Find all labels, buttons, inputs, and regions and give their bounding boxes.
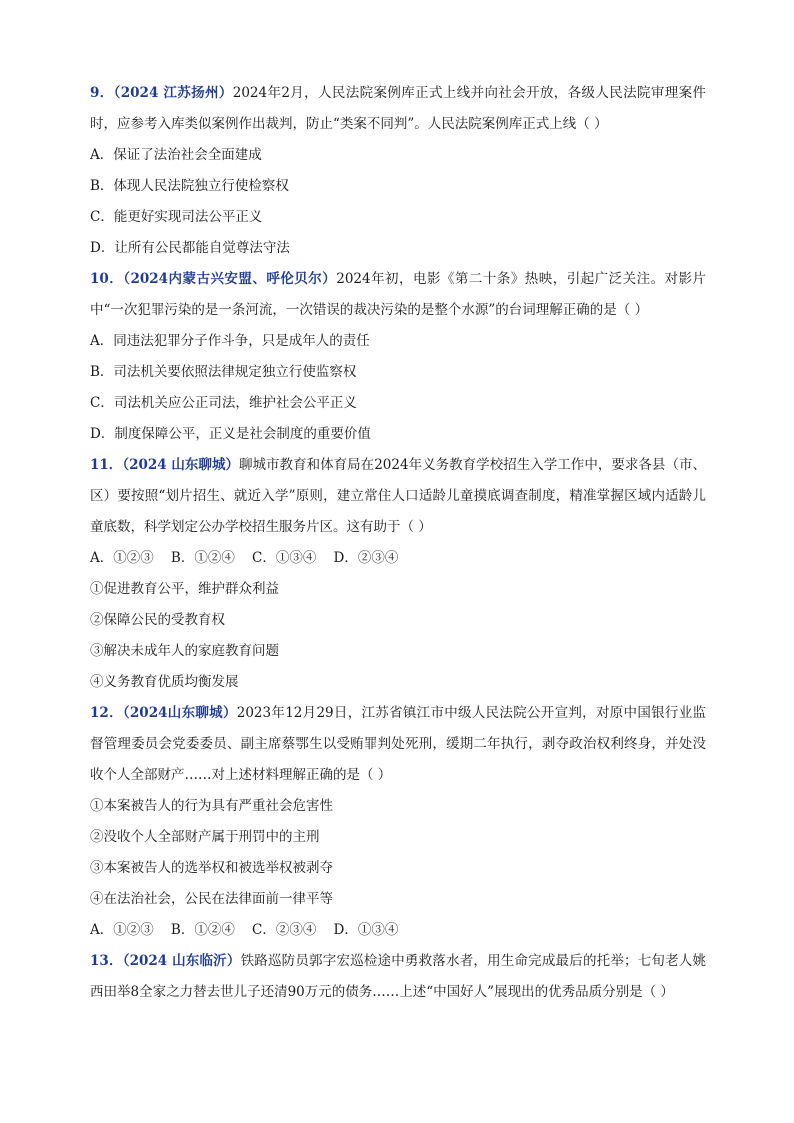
question-number: 10． [90, 271, 124, 287]
question-13 [90, 946, 706, 1008]
option: ④义务教育优质均衡发展 [90, 674, 239, 690]
option: B．体现人民法院独立行使检察权 [90, 178, 289, 194]
option: ④在法治社会，公民在法律面前一律平等 [90, 891, 333, 907]
option: A．①②③ B．①②④ C．①③④ D．②③④ [90, 550, 399, 566]
question-number: 12． [90, 705, 123, 721]
option: ③本案被告人的选举权和被选举权被剥夺 [90, 860, 333, 876]
question-10 [90, 264, 706, 326]
question-source: （2024 山东聊城） [122, 457, 239, 473]
question-source: （2024 江苏扬州） [113, 85, 233, 101]
question-stem: 铁路巡防员郭字宏巡检途中勇救落水者，用生命完成最后的托举；七旬老人姚西田举8全家之力替去世儿子还清90万元的债务……上述“中国好人”展现出的优秀品质分别是（ ） [90, 953, 706, 1000]
option: ①促进教育公平，维护群众利益 [90, 581, 279, 597]
option: ①本案被告人的行为具有严重社会危害性 [90, 798, 333, 814]
question-number: 13． [90, 953, 123, 969]
question-12 [90, 698, 706, 791]
question-stem: 2024年2月，人民法院案例库正式上线并向社会开放，各级人民法院审理案件时，应参考入库类似案例作出裁判，防止“类案不同判”。人民法院案例库正式上线（ ） [90, 85, 706, 132]
exam-page [90, 78, 706, 1008]
option: ③解决未成年人的家庭教育问题 [90, 643, 279, 659]
option: C．能更好实现司法公平正义 [90, 209, 263, 225]
option: C．司法机关应公正司法，维护社会公平正义 [90, 395, 357, 411]
question-11 [90, 450, 706, 543]
question-number: 9． [90, 85, 114, 101]
option: A．①②③ B．①②④ C．②③④ D．①③④ [90, 922, 399, 938]
option: D．让所有公民都能自觉尊法守法 [90, 240, 290, 256]
question-stem: 2023年12月29日，江苏省镇江市中级人民法院公开宣判，对原中国银行业监督管理委员会党委委员、副主席蔡鄂生以受贿罪判处死刑，缓期二年执行，剥夺政治权利终身，并处没收个人全部财产……对上述材料理解正确的是（ ） [90, 705, 706, 783]
option: A．保证了法治社会全面建成 [90, 147, 262, 163]
question-source: （2024 山东临沂） [122, 953, 241, 969]
question-stem: 2024年初，电影《第二十条》热映，引起广泛关注。对影片中“一次犯罪污染的是一条河流，一次错误的裁决污染的是整个水源”的台词理解正确的是（ ） [90, 271, 706, 318]
option: A．同违法犯罪分子作斗争，只是成年人的责任 [90, 333, 370, 349]
question-number: 11． [90, 457, 123, 473]
option: D．制度保障公平，正义是社会制度的重要价值 [90, 426, 371, 442]
option: ②没收个人全部财产属于刑罚中的主刑 [90, 829, 320, 845]
option: ②保障公民的受教育权 [90, 612, 225, 628]
option: B．司法机关要依照法律规定独立行使监察权 [90, 364, 357, 380]
question-source: （2024内蒙古兴安盟、呼伦贝尔） [123, 271, 337, 287]
question-stem: 聊城市教育和体育局在2024年义务教育学校招生入学工作中，要求各县（市、区）要按照“划片招生、就近入学”原则，建立常住人口适龄儿童摸底调查制度，精准掌握区域内适龄儿童底数，科学划定公办学校招生服务片区。这有助于（ ） [90, 457, 706, 535]
question-9 [90, 78, 706, 140]
question-source: （2024山东聊城） [122, 705, 237, 721]
